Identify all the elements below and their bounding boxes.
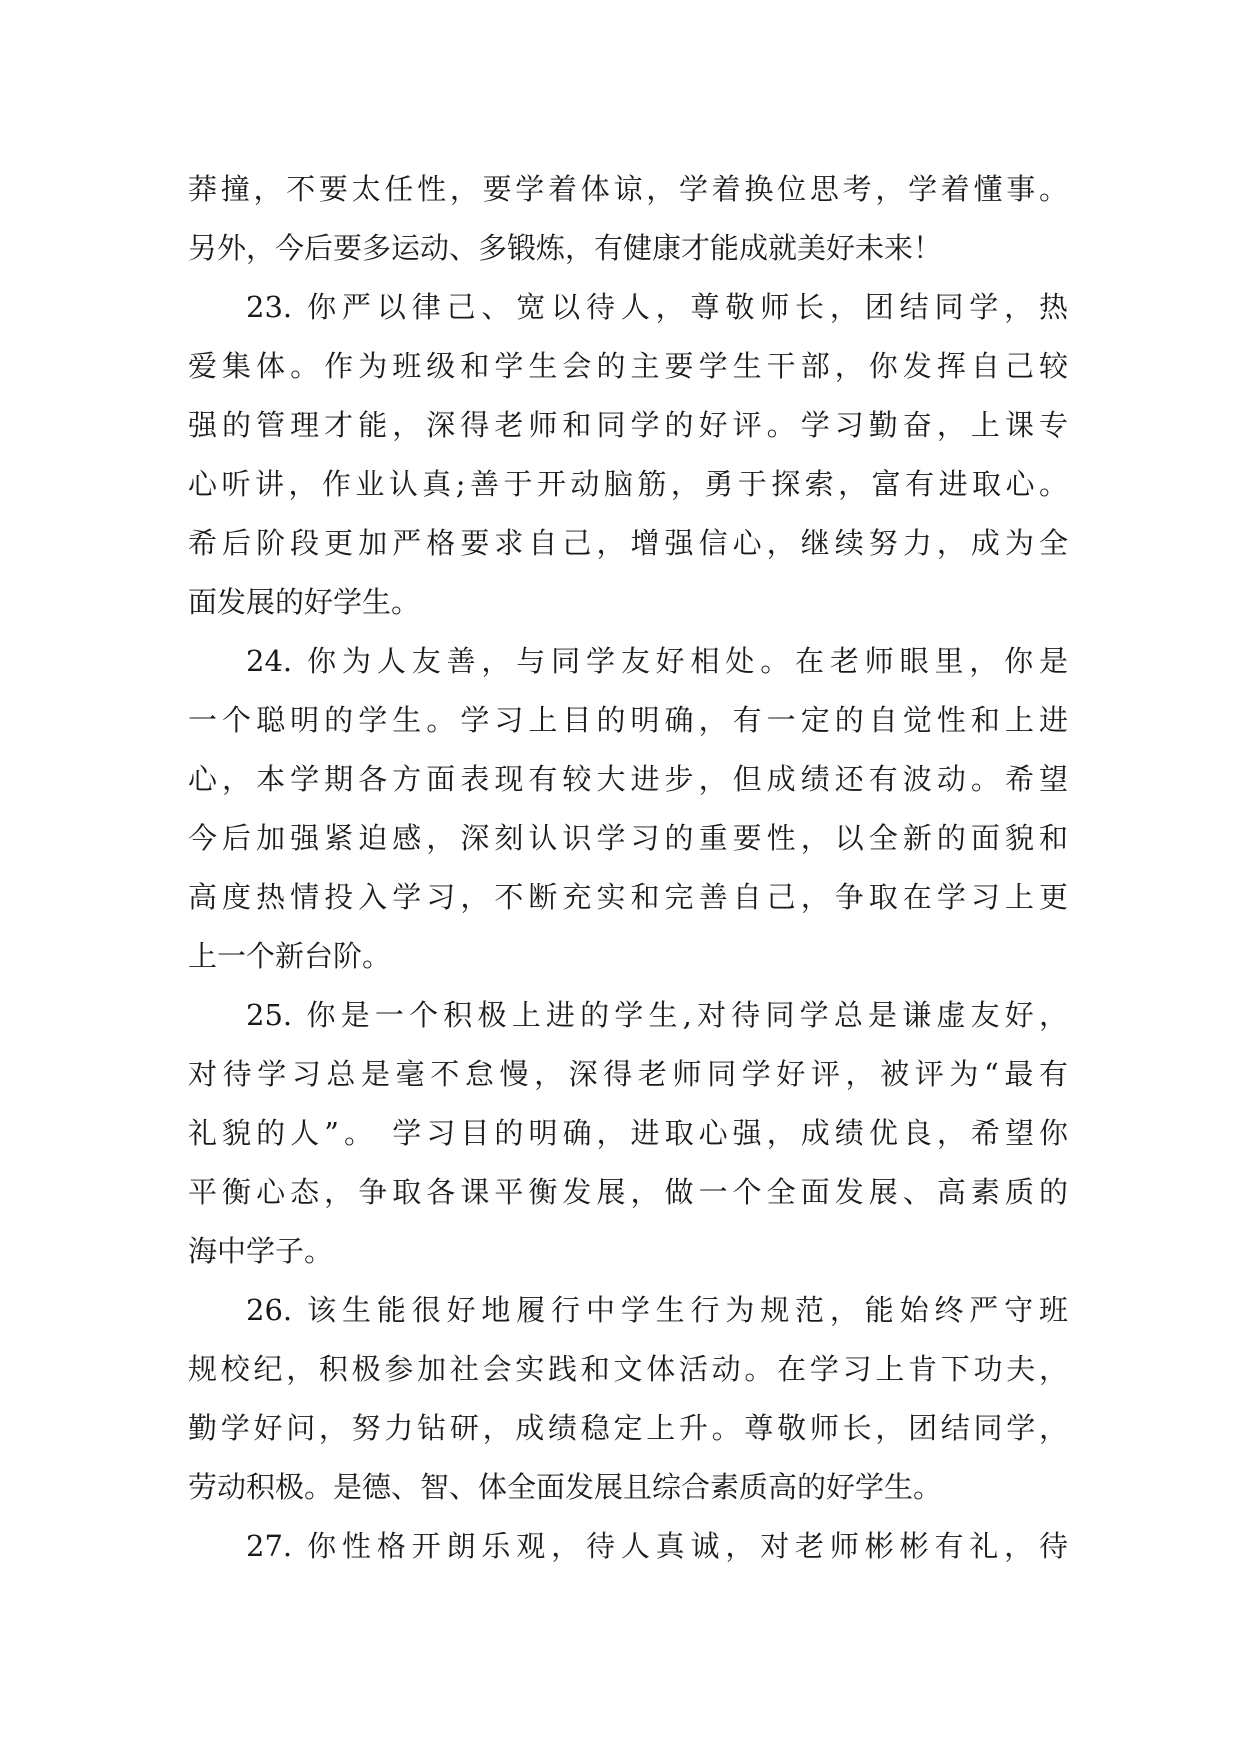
text-line: 强的管理才能，深得老师和同学的好评。学习勤奋，上课专 bbox=[188, 408, 1068, 442]
text-line: 平衡心态，争取各课平衡发展，做一个全面发展、高素质的 bbox=[188, 1175, 1068, 1209]
text-line: 礼貌的人”。 学习目的明确，进取心强，成绩优良，希望你 bbox=[188, 1116, 1068, 1150]
text-line: 一个聪明的学生。学习上目的明确，有一定的自觉性和上进 bbox=[188, 703, 1068, 737]
text-line: 另外，今后要多运动、多锻炼，有健康才能成就美好未来！ bbox=[188, 231, 943, 265]
paragraph-24-start: 24. 你为人友善，与同学友好相处。在老师眼里，你是 bbox=[246, 644, 1068, 678]
text-line: 心听讲，作业认真;善于开动脑筋，勇于探索，富有进取心。 bbox=[188, 467, 1068, 501]
text-line: 爱集体。作为班级和学生会的主要学生干部，你发挥自己较 bbox=[188, 349, 1068, 383]
text-line: 高度热情投入学习，不断充实和完善自己，争取在学习上更 bbox=[188, 880, 1068, 914]
text-line: 劳动积极。是德、智、体全面发展且综合素质高的好学生。 bbox=[188, 1470, 943, 1504]
text-line: 今后加强紧迫感，深刻认识学习的重要性，以全新的面貌和 bbox=[188, 821, 1068, 855]
paragraph-27-start: 27. 你性格开朗乐观，待人真诚，对老师彬彬有礼，待 bbox=[246, 1529, 1068, 1563]
paragraph-23-start: 23. 你严以律己、宽以待人，尊敬师长，团结同学，热 bbox=[246, 290, 1068, 324]
document-body bbox=[188, 160, 1068, 1576]
text-line: 面发展的好学生。 bbox=[188, 585, 421, 619]
text-line: 莽撞，不要太任性，要学着体谅，学着换位思考，学着懂事。 bbox=[188, 172, 1068, 206]
paragraph-25-start: 25. 你是一个积极上进的学生,对待同学总是谦虚友好， bbox=[246, 998, 1068, 1032]
text-line: 上一个新台阶。 bbox=[188, 939, 392, 973]
text-line: 希后阶段更加严格要求自己，增强信心，继续努力，成为全 bbox=[188, 526, 1068, 560]
text-line: 心，本学期各方面表现有较大进步，但成绩还有波动。希望 bbox=[188, 762, 1068, 796]
paragraph-26-start: 26. 该生能很好地履行中学生行为规范，能始终严守班 bbox=[246, 1293, 1068, 1327]
text-line: 对待学习总是毫不怠慢，深得老师同学好评，被评为“最有 bbox=[188, 1057, 1068, 1091]
text-line: 海中学子。 bbox=[188, 1234, 334, 1268]
text-line: 规校纪，积极参加社会实践和文体活动。在学习上肯下功夫， bbox=[188, 1352, 1068, 1386]
text-line: 勤学好问，努力钻研，成绩稳定上升。尊敬师长，团结同学， bbox=[188, 1411, 1068, 1445]
